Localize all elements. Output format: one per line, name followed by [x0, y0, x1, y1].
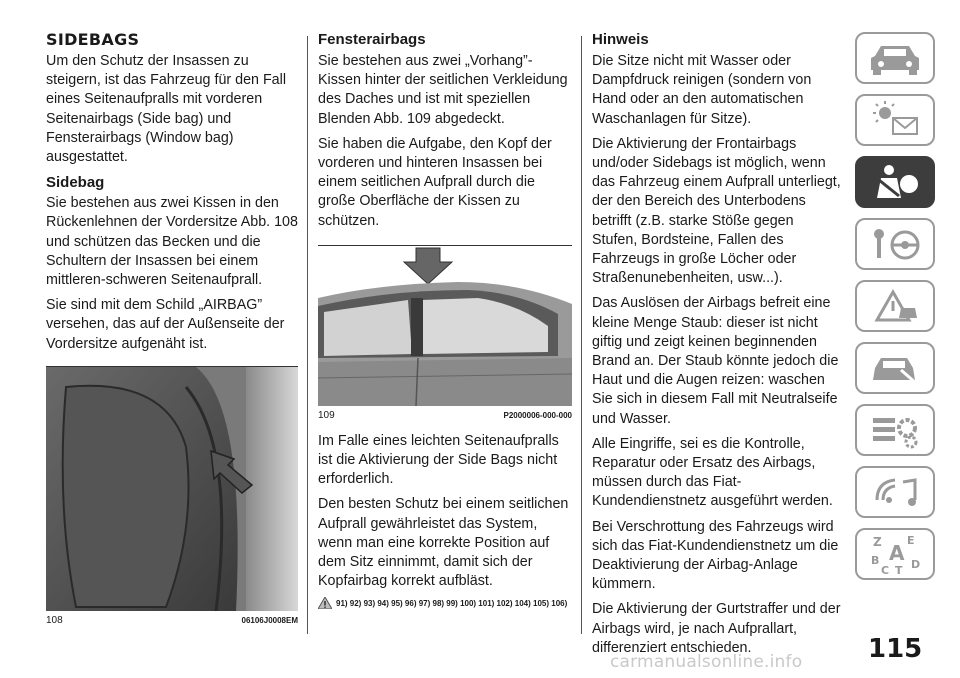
- emergency-triangle-icon: [867, 286, 923, 326]
- tab-safety[interactable]: [855, 156, 935, 208]
- warning-triangle-icon: [318, 597, 332, 609]
- note-paragraph-3: Das Auslösen der Airbags befreit eine kleine Menge Staub: dieser ist nicht giftig und zeigt keinen beginnenden Brand an. Der Staub könnte jedoch die Haut und die Augen reizen: waschen Sie sich in diesem Fall mit Neutralseife und Wasser.: [592, 295, 839, 427]
- tab-technical-data[interactable]: [855, 404, 935, 456]
- column-divider: [307, 36, 308, 634]
- car-window-airbag-illustration: [318, 246, 572, 406]
- tab-emergency[interactable]: [855, 280, 935, 332]
- tab-vehicle[interactable]: [855, 32, 935, 84]
- watermark: carmanualsonline.info: [610, 652, 803, 672]
- warning-lights-icon: [867, 100, 923, 140]
- window-bag-paragraph-2: Sie haben die Aufgabe, den Kopf der vorderen und hinteren Insassen bei einem seitlichen Aufprall durch die große Oberfläche der Kissen zu schützen.: [318, 135, 552, 229]
- tab-instruments[interactable]: [855, 94, 935, 146]
- index-letter: Z: [873, 535, 882, 549]
- figure-109: [318, 245, 572, 422]
- alphabetical-index-icon: [867, 532, 923, 576]
- index-letter: E: [907, 534, 915, 547]
- figure-code: P2000006-000-000: [503, 410, 572, 420]
- seat-sidebag-photo: [46, 367, 298, 611]
- window-bag-heading: Fensterairbags: [318, 31, 426, 48]
- car-icon: [867, 38, 923, 78]
- sidebag-paragraph-1: Sie bestehen aus zwei Kissen in den Rückenlehnen der Vordersitze Abb. 108 und schützen das Becken und die Schultern der Insassen bei einem mittleren-schweren Seitenaufprall.: [46, 195, 298, 289]
- index-letter: C: [881, 564, 890, 576]
- chapter-sidebar: [855, 32, 937, 590]
- note-paragraph-5: Bei Verschrottung des Fahrzeugs wird sich das Fiat-Kundendienstnetz um die Deaktivierung der Airbag-Anlage kümmern.: [592, 518, 839, 593]
- tab-maintenance[interactable]: [855, 342, 935, 394]
- tab-multimedia[interactable]: [855, 466, 935, 518]
- key-steering-icon: [867, 224, 923, 264]
- multimedia-icon: [867, 472, 923, 512]
- note-paragraph-1: Die Sitze nicht mit Wasser oder Dampfdruck reinigen (sondern von Hand oder an den automatischen Waschanlagen für Sitze).: [592, 53, 812, 127]
- column-divider: [581, 36, 582, 634]
- tab-starting-driving[interactable]: [855, 218, 935, 270]
- index-letter: T: [895, 564, 903, 576]
- note-paragraph-6: Die Aktivierung der Gurtstraffer und der Airbags wird, je nach Aufprallart, differenziert entschieden.: [592, 601, 841, 656]
- index-letter: B: [871, 554, 880, 567]
- figure-108: [46, 366, 298, 627]
- warning-reference-list: 91) 92) 93) 94) 95) 96) 97) 98) 99) 100) 101) 102) 104) 105) 106): [336, 598, 568, 608]
- section-heading: SIDEBAGS: [46, 30, 140, 49]
- figure-code: 06106J0008EM: [241, 615, 298, 625]
- figure-caption: [46, 615, 298, 627]
- window-bag-paragraph-1: Sie bestehen aus zwei „Vorhang”-Kissen hinter der seitlichen Verkleidung des Daches und ist mit speziellen Blenden Abb. 109 abgedeckt.: [318, 53, 568, 127]
- index-letter: D: [911, 558, 921, 571]
- figure-number: 108: [46, 614, 63, 626]
- figure-caption: [318, 410, 572, 422]
- window-bag-paragraph-3: Im Falle eines leichten Seitenaufpralls ist die Aktivierung der Side Bags nicht erforderlich.: [318, 432, 559, 488]
- tab-index[interactable]: [855, 528, 935, 580]
- wrench-car-icon: [867, 348, 923, 388]
- note-paragraph-4: Alle Eingriffe, sei es die Kontrolle, Reparatur oder Ersatz des Airbags, müssen durch das Fiat-Kundendienstnetz ausgeführt werden.: [592, 435, 833, 510]
- warning-references: [318, 597, 572, 609]
- intro-paragraph: Um den Schutz der Insassen zu steigern, ist das Fahrzeug für den Fall eines Seitenaufpralls mit vorderen Seitenairbags (Side bag) und Fensterairbags (Window bag) ausgestattet.: [46, 53, 286, 166]
- note-heading: Hinweis: [592, 31, 649, 48]
- sidebag-paragraph-2: Sie sind mit dem Schild „AIRBAG” versehen, das auf der Außenseite der Vordersitze aufgenäht ist.: [46, 297, 285, 352]
- page-number: 115: [868, 634, 923, 664]
- window-bag-paragraph-4: Den besten Schutz bei einem seitlichen Aufprall gewährleistet das System, wenn man eine korrekte Position auf dem Sitz einnimmt, damit sich der Kopfairbag korrekt aufbläst.: [318, 496, 569, 590]
- column-1: [46, 30, 298, 627]
- figure-number: 109: [318, 409, 335, 421]
- seatbelt-airbag-icon: [867, 162, 923, 202]
- technical-data-icon: [867, 410, 923, 450]
- index-letter: A: [889, 541, 905, 565]
- note-paragraph-2: Die Aktivierung der Frontairbags und/oder Sidebags ist möglich, wenn das Fahrzeug einem Aufprall unterliegt, der den Bereich des Unterbodens betrifft (z.B. starke Stöße gegen Stufen, Bordsteine, Fallen des Fahrzeugs in große Löcher oder Straßenunebenheiten, usw...).: [592, 135, 841, 287]
- column-2: [318, 30, 572, 609]
- column-3: [592, 30, 842, 658]
- sidebag-heading: Sidebag: [46, 174, 105, 192]
